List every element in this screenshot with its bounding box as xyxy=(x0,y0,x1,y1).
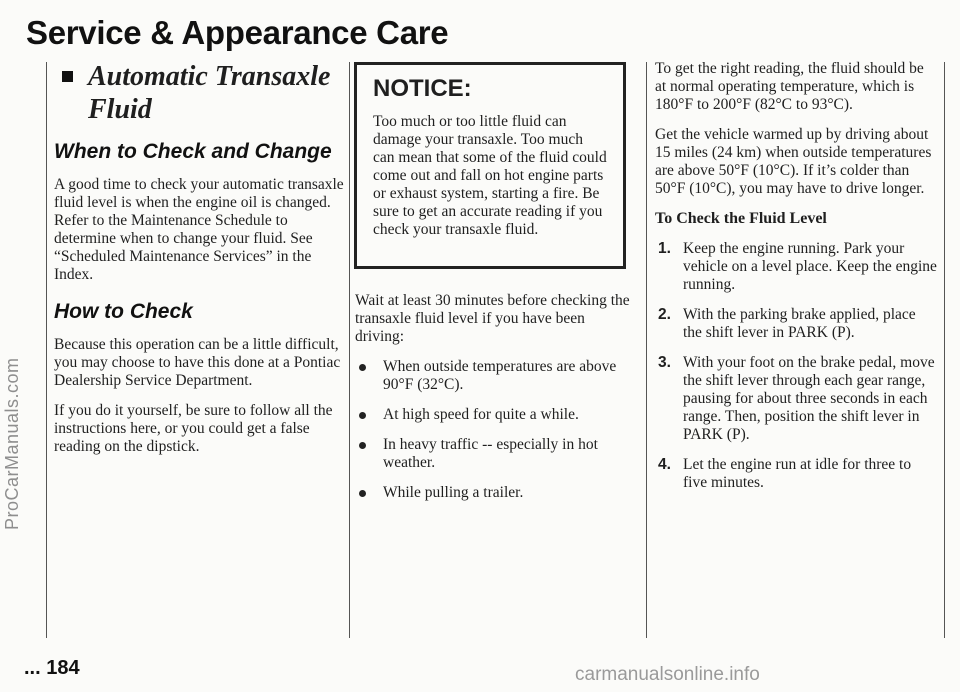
paragraph: To get the right reading, the fluid should be at normal operating temperature, which is 180°F to 200°F (82°C to 93°C). xyxy=(655,60,924,113)
list-item xyxy=(355,484,637,502)
watermark-side: ProCarManuals.com xyxy=(2,357,22,530)
notice-title: NOTICE: xyxy=(373,75,472,102)
bullet-dot-icon xyxy=(359,442,366,449)
paragraph: If you do it yourself, be sure to follow all the instructions here, or you could get a false reading on the dipstick. xyxy=(54,402,333,455)
list-item-text: At high speed for quite a while. xyxy=(383,406,579,423)
list-item-text: When outside temperatures are above 90°F (32°C). xyxy=(383,358,617,393)
column-left xyxy=(54,60,344,468)
step-text: Keep the engine running. Park your vehicle on a level place. Keep the engine running. xyxy=(683,240,937,293)
section-heading-text: Automatic Transaxle Fluid xyxy=(88,61,331,125)
paragraph: A good time to check your automatic transaxle fluid level is when the engine oil is changed. Refer to the Maintenance Schedule to determine when to change your fluid. See “Scheduled Maintenance Services” in the Index. xyxy=(54,176,344,283)
bullet-dot-icon xyxy=(359,490,366,497)
column-rule-right xyxy=(646,62,647,638)
page-title: Service & Appearance Care xyxy=(26,14,449,51)
step-item xyxy=(655,306,937,342)
notice-text: Too much or too little fluid can damage your transaxle. Too much can mean that some of the fluid could come out and fall on hot engine parts or exhaust system, starting a fire. Be sure to get an accurate reading if you check your transaxle fluid. xyxy=(373,113,607,238)
step-text: Let the engine run at idle for three to five minutes. xyxy=(683,456,912,491)
page-number: ... 184 xyxy=(24,657,80,679)
list-item-text: In heavy traffic -- especially in hot weather. xyxy=(383,436,598,471)
step-item xyxy=(655,240,937,294)
square-bullet-icon xyxy=(62,71,73,82)
column-right xyxy=(655,60,937,504)
step-item xyxy=(655,456,937,492)
steps-list xyxy=(655,240,937,492)
notice-box xyxy=(354,62,626,269)
step-number: 2. xyxy=(658,306,671,323)
step-text: With the parking brake applied, place the shift lever in PARK (P). xyxy=(683,306,916,341)
list-item xyxy=(355,358,637,394)
when-to-check-heading: When to Check and Change xyxy=(54,140,332,163)
conditions-list xyxy=(355,358,637,502)
step-text: With your foot on the brake pedal, move the shift lever through each gear range, pausing for about three seconds in each range. Then, position the shift lever in PARK (P). xyxy=(683,354,935,443)
list-item xyxy=(355,436,637,472)
list-item-text: While pulling a trailer. xyxy=(383,484,524,501)
how-to-check-heading: How to Check xyxy=(54,300,193,323)
column-rule-far-right xyxy=(944,62,945,638)
bullet-dot-icon xyxy=(359,412,366,419)
list-item xyxy=(355,406,637,424)
column-rule-left xyxy=(46,62,47,638)
paragraph: Wait at least 30 minutes before checking the transaxle fluid level if you have been driving: xyxy=(355,292,630,345)
step-item xyxy=(655,354,937,444)
step-number: 1. xyxy=(658,240,671,257)
procedure-heading: To Check the Fluid Level xyxy=(655,210,827,227)
step-number: 3. xyxy=(658,354,671,371)
column-middle xyxy=(355,292,637,514)
step-number: 4. xyxy=(658,456,671,473)
section-heading xyxy=(54,60,344,126)
paragraph: Because this operation can be a little difficult, you may choose to have this done at a Pontiac Dealership Service Department. xyxy=(54,336,341,389)
watermark-bottom: carmanualsonline.info xyxy=(575,664,760,685)
paragraph: Get the vehicle warmed up by driving about 15 miles (24 km) when outside temperatures are above 50°F (10°C). If it’s colder than 50°F (10°C), you may have to drive longer. xyxy=(655,126,932,197)
column-rule-middle xyxy=(349,62,350,638)
bullet-dot-icon xyxy=(359,364,366,371)
